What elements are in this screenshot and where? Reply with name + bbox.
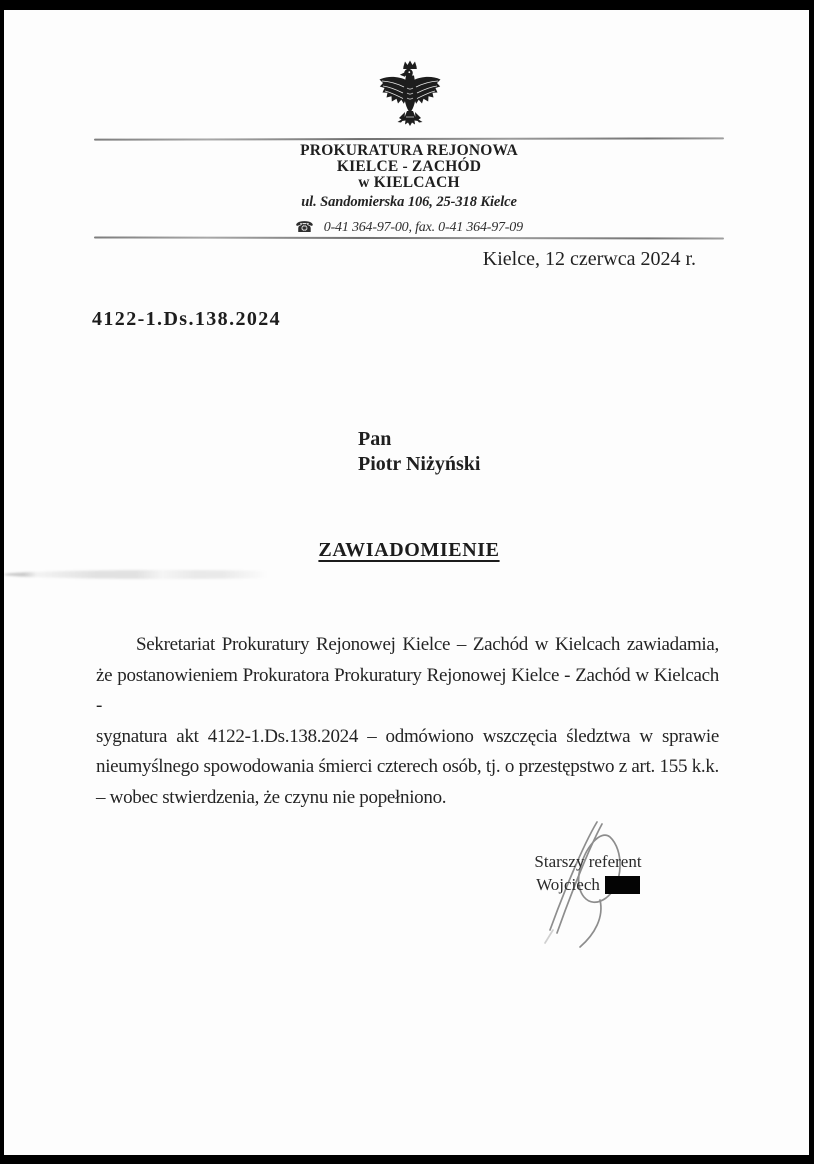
org-name-line3: w KIELCACH <box>358 174 460 191</box>
polish-eagle-emblem <box>375 60 445 128</box>
recipient-salutation: Pan <box>358 428 392 450</box>
body-line: sygnatura akt 4122-1.Ds.138.2024 – odmówiono wszczęcia śledztwa w sprawie <box>96 725 719 747</box>
phone-number-line: 0-41 364-97-00, fax. 0-41 364-97-09 <box>323 220 523 235</box>
body-line: nieumyślnego spowodowania śmierci czterech osób, tj. o przestępstwo z art. 155 k.k. <box>96 756 719 777</box>
letterhead-rule-top <box>94 137 724 140</box>
letterhead-address: ul. Sandomierska 106, 25-318 Kielce <box>301 194 517 210</box>
redaction-box <box>605 876 640 894</box>
telephone-icon: ☎ <box>295 220 314 236</box>
letter-page <box>4 10 809 1155</box>
letterhead-phone-row <box>94 217 724 236</box>
title-row <box>94 539 724 562</box>
recipient-block <box>358 427 480 477</box>
letterhead-rule-bottom <box>94 236 724 239</box>
signature-name-row <box>522 874 654 895</box>
signature-role: Starszy referent <box>534 852 642 871</box>
body-line: Sekretariat Prokuratury Rejonowej Kielce – Zachód w Kielcach zawiadamia, <box>136 634 719 655</box>
recipient-name: Piotr Niżyński <box>358 453 481 475</box>
case-number: 4122-1.Ds.138.2024 <box>92 308 282 330</box>
letterhead-org-name <box>94 143 724 191</box>
scan-smudge-artifact <box>4 570 334 579</box>
signature-name: Wojciech <box>536 875 600 894</box>
notice-title: ZAWIADOMIENIE <box>318 539 500 561</box>
org-name-line1: PROKURATURA REJONOWA <box>300 142 518 159</box>
body-line: że postanowieniem Prokuratora Prokuratury Rejonowej Kielce - Zachód w Kielcach - <box>96 664 719 716</box>
date-line: Kielce, 12 czerwca 2024 r. <box>482 248 696 270</box>
org-name-line2: KIELCE - ZACHÓD <box>336 158 482 175</box>
body-line: – wobec stwierdzenia, że czynu nie popełniono. <box>96 786 447 808</box>
body-paragraph <box>96 630 719 813</box>
signature-block <box>522 851 654 895</box>
